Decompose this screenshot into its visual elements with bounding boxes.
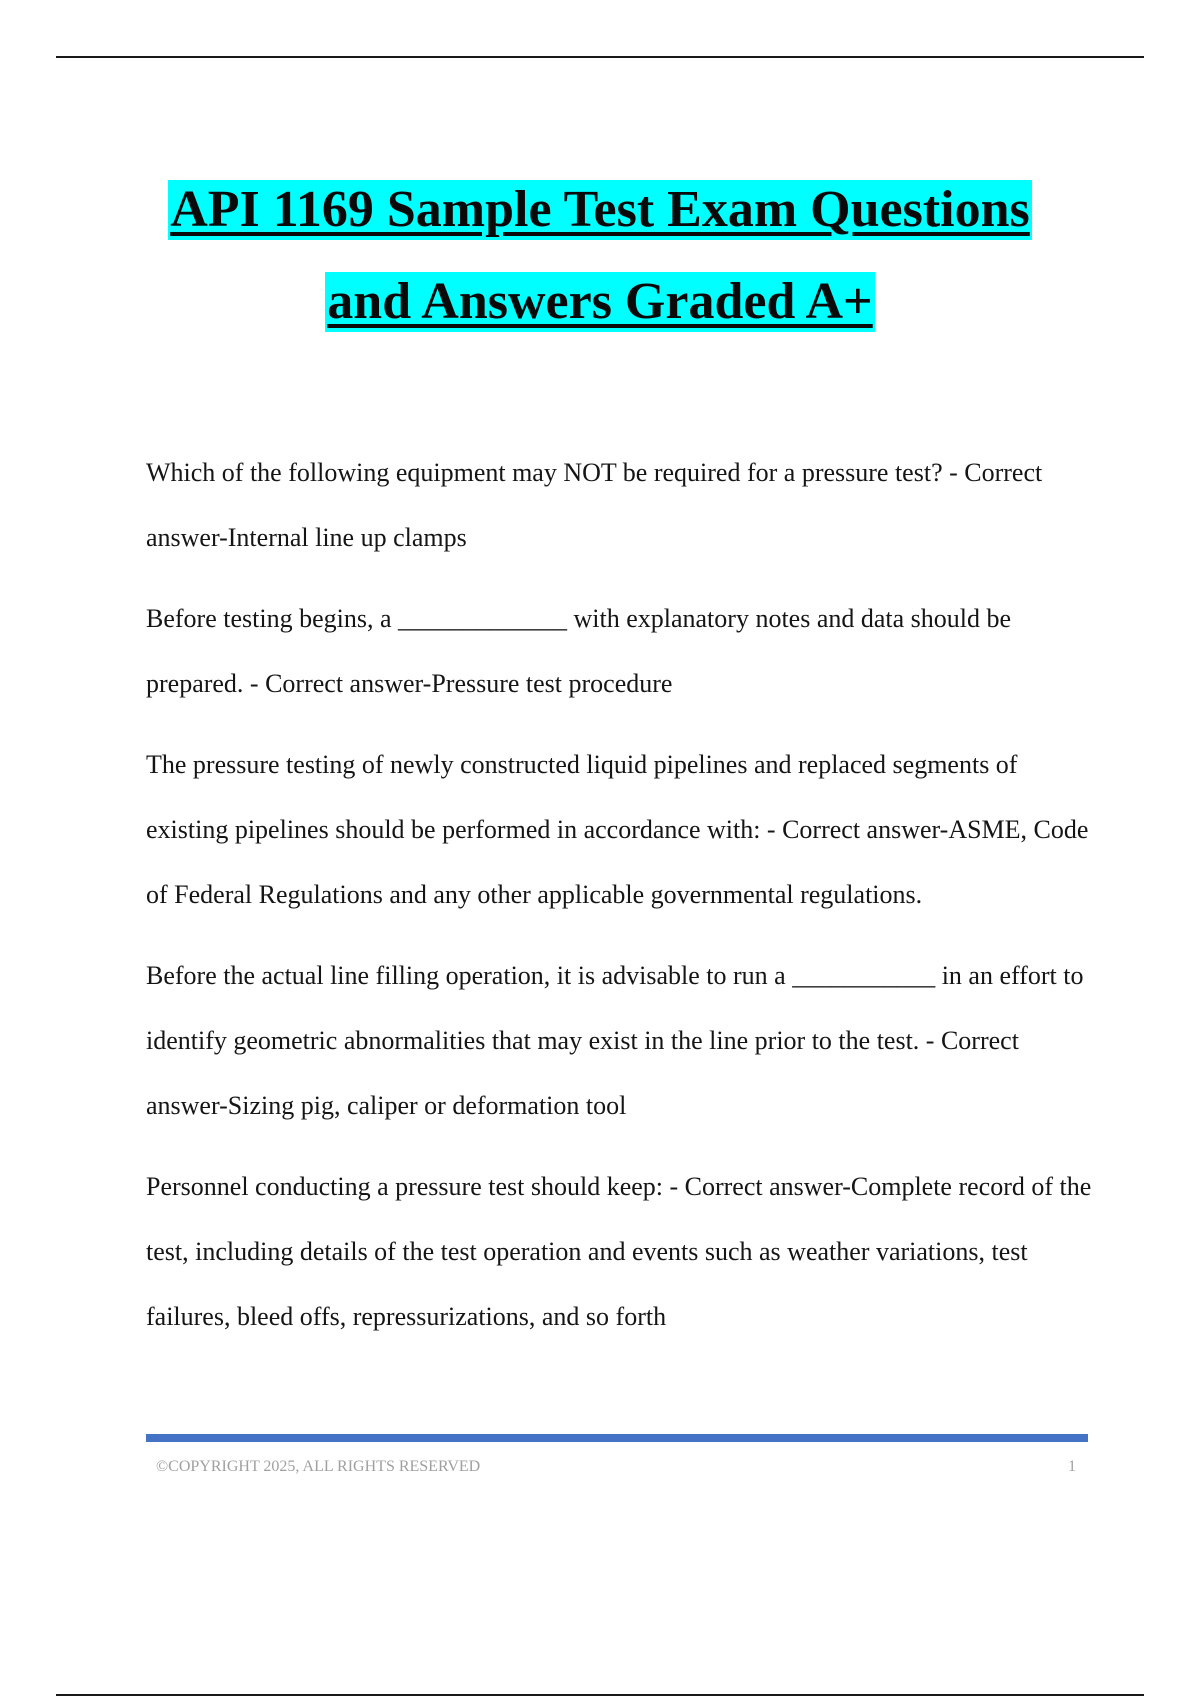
- title-line-1: API 1169 Sample Test Exam Questions: [170, 181, 1030, 238]
- footer-bar: [146, 1434, 1088, 1442]
- qa-item: Before the actual line filling operation, it is advisable to run a ___________ in an effort to identify geometric abnormalities that may exist in the line prior to the test. - Correct answer-Sizing pig, caliper or deformation tool: [146, 961, 1084, 1120]
- qa-item: The pressure testing of newly constructed liquid pipelines and replaced segments of existing pipelines should be performed in accordance with: - Correct answer-ASME, Code of Federal Regulations and any other applicable governmental regulations.: [146, 750, 1089, 909]
- top-rule: [56, 56, 1144, 58]
- title-line-2: and Answers Graded A+: [327, 273, 873, 330]
- qa-item: Personnel conducting a pressure test should keep: - Correct answer-Complete record of the test, including details of the test operation and events such as weather variations, test failures, bleed offs, repressurizations, and so forth: [146, 1172, 1092, 1331]
- footer-copyright: ©COPYRIGHT 2025, ALL RIGHTS RESERVED: [156, 1458, 481, 1475]
- qa-item: Before testing begins, a _____________ with explanatory notes and data should be prepared. - Correct answer-Pressure test procedure: [146, 604, 1012, 698]
- page-number: 1: [1068, 1458, 1076, 1475]
- qa-item: Which of the following equipment may NOT be required for a pressure test? - Correct answer-Internal line up clamps: [146, 458, 1043, 552]
- document-title: [0, 180, 1200, 332]
- qa-list: [146, 440, 1096, 1365]
- bottom-rule: [56, 1694, 1144, 1696]
